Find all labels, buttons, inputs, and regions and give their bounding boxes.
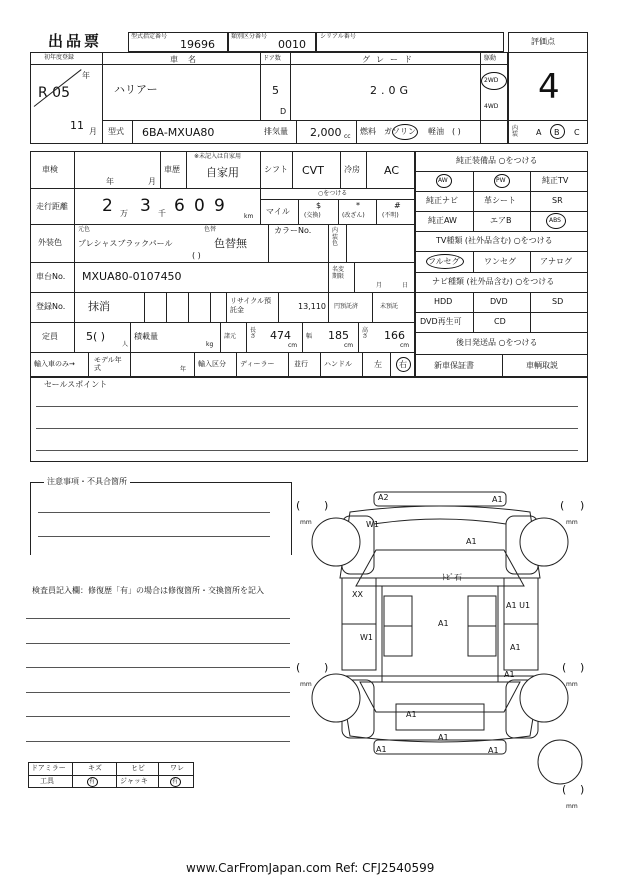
- load-label: 積載量: [134, 332, 158, 341]
- tire-fr-paren-r: ): [580, 499, 585, 512]
- mark-stone-chip: ﾄﾋﾞ石: [442, 573, 462, 582]
- tire-rr-paren-r: ): [580, 661, 585, 674]
- front-bumper: [374, 492, 506, 506]
- equip-genuine-aw: 純正AW: [428, 216, 457, 225]
- color-paren: ( ): [192, 251, 201, 260]
- navi-cd: CD: [494, 317, 506, 326]
- legend-crack: ヒビ: [131, 764, 145, 772]
- tamper-mark: *: [356, 201, 360, 210]
- type-designation-value: 19696: [180, 38, 215, 51]
- name-change-day: 日: [402, 282, 409, 289]
- displacement-unit: cc: [344, 133, 351, 140]
- shift-value: CVT: [302, 164, 324, 177]
- mark-a1u1: A1 U1: [506, 601, 531, 610]
- category-value: 0010: [278, 38, 306, 51]
- tire-fr-mm: mm: [566, 519, 578, 526]
- model-label: 型式: [108, 127, 124, 136]
- interior-label: 内装: [512, 125, 519, 138]
- tire-rl-paren: (: [296, 661, 301, 674]
- notes-bracket: [30, 482, 292, 555]
- spare-tire: [538, 740, 582, 784]
- displacement-label: 排気量: [264, 127, 288, 136]
- legend-tools-value: 有: [89, 778, 96, 785]
- exterior-color-value: プレシャスブラックパール: [78, 239, 173, 248]
- import-type-label: 輸入区分: [198, 360, 226, 368]
- light-oil-label: 軽油: [428, 127, 444, 136]
- capacity-label: 定員: [42, 332, 58, 341]
- drive-4wd: 4WD: [484, 103, 499, 110]
- drive-2wd: 2WD: [484, 77, 499, 84]
- first-reg-month-unit: 月: [89, 127, 97, 136]
- fuel-circle: [392, 124, 418, 140]
- tire-fr-paren: (: [560, 499, 565, 512]
- roof: [382, 586, 498, 682]
- drive-label: 駆動: [484, 55, 497, 62]
- recycle-unpaid: 未預託: [380, 303, 399, 310]
- recycle-label: リサイクル預託金: [230, 297, 272, 315]
- navi-hdd: HDD: [434, 297, 453, 306]
- mark-w1-side: W1: [360, 633, 373, 642]
- interior-b: B: [554, 128, 560, 137]
- chassis-label: 車台No.: [36, 272, 66, 281]
- inspector-label: 検査員記入欄：修復歴「有」の場合は修復箇所・交換箇所を記入: [32, 586, 264, 595]
- recycle-value: 13,110: [298, 302, 326, 311]
- navi-dvd-playable: DVD再生可: [420, 317, 462, 326]
- grade-label: グレード: [362, 55, 418, 64]
- footer-reference: www.CarFromJapan.com Ref: CFJ2540599: [186, 861, 435, 875]
- genuine-equipment-label: 純正装備品 ○をつける: [456, 156, 538, 165]
- dealer-label: ディーラー: [240, 360, 275, 368]
- tire-front-left: [312, 518, 360, 566]
- tire-rear-right: [520, 674, 568, 722]
- history-label: 車歴: [164, 165, 180, 174]
- load-unit: kg: [206, 341, 214, 348]
- later-shipment-label: 後日発送品 ○をつける: [456, 338, 538, 347]
- tire-rl-mm: mm: [300, 681, 312, 688]
- first-registration-label: 初年度登録: [44, 54, 75, 61]
- handle-label: ハンドル: [324, 360, 352, 368]
- parallel-label: 並行: [294, 360, 308, 368]
- length-value: 474: [270, 329, 291, 342]
- legend-door-mirror: ドアミラー: [31, 764, 66, 772]
- navi-dvd: DVD: [490, 297, 508, 306]
- navi-type-label: ナビ種類 (社外品含む) ○をつける: [432, 277, 555, 286]
- mile-label: マイル: [266, 207, 290, 216]
- legend-tools: 工具: [40, 777, 54, 785]
- capacity-unit: 人: [122, 341, 129, 348]
- equip-aw: AW: [438, 177, 448, 184]
- color-no-label: カラーNo.: [274, 226, 312, 235]
- doors-value: 5: [272, 84, 279, 97]
- spare-paren: (: [562, 783, 567, 796]
- first-reg-month: 11: [70, 119, 84, 132]
- mile-note: ○をつける: [318, 190, 348, 197]
- mark-a1-rear-bumper-left: A1: [376, 745, 387, 754]
- height-label: 高さ: [362, 327, 369, 340]
- unknown-label: (不明): [382, 212, 399, 219]
- handle-left: 左: [374, 360, 382, 369]
- mileage-unit-sen: 千: [158, 209, 166, 218]
- sales-point-label: セールスポイント: [44, 380, 108, 389]
- mileage-digit-2: 3: [140, 196, 151, 216]
- tv-fullseg: フルセグ: [428, 257, 460, 266]
- exchange-label: (交換): [304, 212, 321, 219]
- mark-xx: XX: [352, 590, 363, 599]
- registration-value: 抹消: [88, 300, 110, 313]
- score-value: 4: [538, 67, 560, 107]
- first-reg-year-unit: 年: [82, 71, 90, 80]
- mileage-digit-4: 0: [194, 196, 205, 216]
- chassis-value: MXUA80-0107450: [82, 270, 182, 283]
- displacement-value: 2,000: [310, 126, 342, 139]
- equip-abs: ABS: [549, 217, 561, 224]
- aircon-value: AC: [384, 164, 400, 177]
- legend-scratch: キズ: [88, 764, 102, 772]
- name-change-label: 名変期限: [332, 266, 345, 281]
- later-warranty: 新車保証書: [434, 361, 474, 370]
- type-designation-label: 型式指定番号: [131, 33, 168, 40]
- fuel-value: ガソリン: [384, 127, 416, 136]
- recycle-unit: 円預託済: [334, 303, 359, 310]
- unknown-mark: #: [394, 201, 401, 210]
- model-value: 6BA-MXUA80: [142, 126, 215, 139]
- interior-c: C: [574, 128, 580, 137]
- tire-rear-left: [312, 674, 360, 722]
- tv-type-label: TV種類 (社外品含む) ○をつける: [436, 236, 553, 245]
- windshield: [356, 550, 524, 586]
- navi-sd: SD: [552, 297, 564, 306]
- tire-rr-mm: mm: [566, 681, 578, 688]
- equip-leather-seat: 革シート: [484, 196, 516, 205]
- mileage-unit-man: 万: [120, 209, 128, 218]
- mark-a1-rear-bumper-right: A1: [488, 746, 499, 755]
- car-name-label: 車名: [170, 55, 206, 64]
- tire-front-right: [520, 518, 568, 566]
- length-unit: cm: [288, 342, 298, 349]
- exterior-color-label: 外装色: [38, 238, 62, 247]
- equip-airbag: エアB: [490, 216, 512, 225]
- equip-sr: SR: [552, 196, 563, 205]
- history-value: 自家用: [206, 166, 239, 179]
- doors-label: ドア数: [263, 55, 281, 62]
- color-change-value: 色替無: [214, 237, 247, 250]
- mileage-label: 走行距離: [36, 202, 68, 211]
- handle-right: 右: [399, 360, 407, 369]
- score-label: 評価点: [531, 37, 555, 46]
- grade-value: 2.0G: [370, 84, 413, 97]
- fuel-label: 燃料: [360, 127, 376, 136]
- legend-jack-value: 有: [172, 778, 179, 785]
- later-manual: 車輌取説: [526, 361, 558, 370]
- tv-oneseg: ワンセグ: [484, 257, 516, 266]
- interior-color-label: 内装色: [332, 227, 339, 248]
- width-label: 幅: [306, 333, 313, 340]
- color-change-label: 色替: [204, 226, 217, 233]
- width-value: 185: [328, 329, 349, 342]
- inspection-label: 車検: [42, 165, 58, 174]
- tire-fl-paren-r: ): [324, 499, 329, 512]
- mark-a1-right: A1: [510, 643, 521, 652]
- inspection-month: 月: [148, 177, 156, 186]
- interior-a: A: [536, 128, 542, 137]
- mark-a1-rear-right: A1: [504, 670, 515, 679]
- import-label: 輸入車のみ→: [34, 360, 75, 368]
- notes-label: 注意事項・不具合箇所: [44, 478, 130, 486]
- mileage-unit: km: [244, 213, 254, 220]
- mark-w1-windshield: W1: [366, 520, 379, 529]
- tamper-label: (改ざん): [342, 212, 365, 219]
- mark-a1-front-bumper: A1: [492, 495, 503, 504]
- serial-label: シリアル番号: [320, 33, 356, 40]
- mileage-digit-1: 2: [102, 196, 113, 216]
- mark-a1-trunk: A1: [406, 710, 417, 719]
- category-label: 類別区分番号: [231, 33, 268, 40]
- original-color-label: 元色: [78, 226, 91, 233]
- model-year-label: モデル年式: [94, 356, 122, 373]
- mark-a1-roof: A1: [438, 619, 449, 628]
- car-damage-diagram: [290, 486, 590, 816]
- dims-label: 諸元: [224, 333, 237, 340]
- mileage-digit-5: 9: [214, 196, 225, 216]
- height-unit: cm: [400, 342, 410, 349]
- mark-a1-rear-bumper-mid: A1: [438, 733, 449, 742]
- tire-rr-paren: (: [562, 661, 567, 674]
- mark-a1-hood: A1: [466, 537, 477, 546]
- capacity-value: 5( ): [86, 330, 106, 343]
- equip-pw: PW: [496, 177, 506, 184]
- mark-a2: A2: [378, 493, 389, 502]
- name-change-month: 月: [376, 282, 383, 289]
- tire-fl-mm: mm: [300, 519, 312, 526]
- width-unit: cm: [344, 342, 354, 349]
- fuel-paren: ( ): [452, 127, 461, 136]
- inspection-year: 年: [106, 177, 114, 186]
- tire-fl-paren: (: [296, 499, 301, 512]
- model-year-unit: 年: [180, 366, 187, 373]
- legend-break: ワレ: [170, 764, 184, 772]
- first-reg-era: R 05: [38, 85, 70, 101]
- doors-sub: D: [280, 107, 287, 116]
- tire-rl-paren-r: ): [324, 661, 329, 674]
- spare-mm: mm: [566, 803, 578, 810]
- registration-label: 登録No.: [36, 302, 66, 311]
- equip-genuine-tv: 純正TV: [542, 176, 569, 185]
- length-label: 長さ: [250, 327, 257, 340]
- legend-jack: ジャッキ: [120, 777, 148, 785]
- equip-genuine-navi: 純正ナビ: [426, 196, 458, 205]
- page-title: 出品票: [48, 32, 103, 50]
- exchange-mark: $: [316, 201, 322, 210]
- aircon-label: 冷房: [344, 165, 360, 174]
- tv-analog: アナログ: [540, 257, 572, 266]
- height-value: 166: [384, 329, 405, 342]
- spare-paren-r: ): [580, 783, 585, 796]
- car-name-value: ハリアー: [114, 83, 158, 96]
- mileage-digit-3: 6: [174, 196, 185, 216]
- shift-label: シフト: [264, 165, 288, 174]
- history-note: ※未記入は自家用: [194, 153, 242, 160]
